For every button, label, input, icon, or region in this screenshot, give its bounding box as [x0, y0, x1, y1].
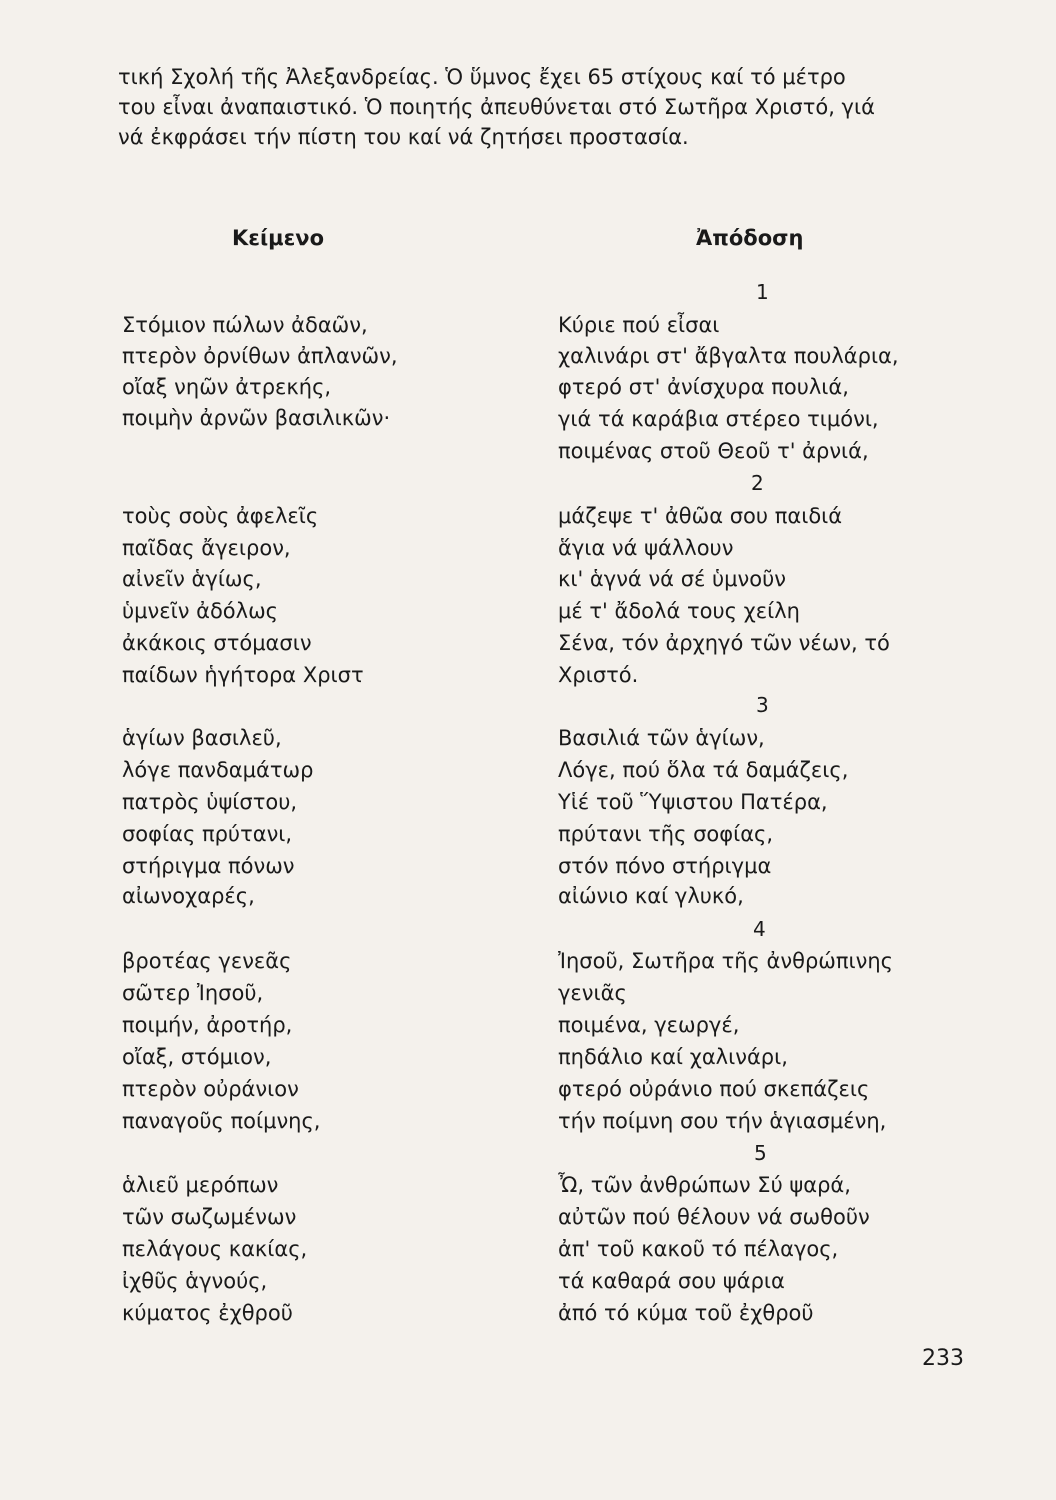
translation-line: χαλινάρι στ' ἄβγαλτα πουλάρια,: [558, 344, 899, 368]
translation-line: γιά τά καράβια στέρεο τιμόνι,: [558, 407, 879, 431]
text-line: ἀκάκοις στόμασιν: [122, 631, 312, 655]
text-line: ποιμὴν ἀρνῶν βασιλικῶν·: [122, 406, 391, 430]
translation-line: ἀπό τό κύμα τοῦ ἐχθροῦ: [558, 1301, 814, 1325]
text-line: πτερὸν οὐράνιον: [122, 1077, 299, 1101]
stanza-number: 1: [756, 280, 769, 304]
text-line: τῶν σωζωμένων: [122, 1205, 297, 1229]
translation-line: αἰώνιο καί γλυκό,: [558, 884, 744, 908]
translation-line: Λόγε, πού ὅλα τά δαμάζεις,: [558, 758, 849, 782]
text-line: σοφίας πρύτανι,: [122, 822, 293, 846]
translation-line: μάζεψε τ' ἀθῶα σου παιδιά: [558, 504, 843, 528]
stanza-number: 4: [753, 917, 766, 941]
stanza-number: 2: [751, 471, 764, 495]
translation-line: κι' ἁγνά νά σέ ὑμνοῦν: [558, 567, 787, 591]
translation-line: Κύριε πού εἶσαι: [558, 313, 720, 337]
translation-line: πηδάλιο καί χαλινάρι,: [558, 1045, 788, 1069]
text-line: αἰνεῖν ἁγίως,: [122, 567, 262, 591]
text-line: στήριγμα πόνων: [122, 854, 295, 878]
translation-line: φτερό οὐράνιο πού σκεπάζεις: [558, 1077, 870, 1101]
translation-line: ποιμένα, γεωργέ,: [558, 1013, 740, 1037]
text-line: οἴαξ νηῶν ἀτρεκής,: [122, 375, 332, 399]
text-line: ἰχθῦς ἁγνούς,: [122, 1269, 268, 1293]
translation-line: φτερό στ' ἀνίσχυρα πουλιά,: [558, 375, 849, 399]
stanza-number: 5: [754, 1141, 767, 1165]
text-line: ἁγίων βασιλεῦ,: [122, 726, 282, 750]
translation-line: μέ τ' ἄδολά τους χείλη: [558, 599, 800, 623]
translation-line: γενιᾶς: [558, 981, 627, 1005]
text-heading: Κείμενο: [232, 226, 325, 250]
translation-line: Ἰησοῦ, Σωτῆρα τῆς ἀνθρώπινης: [558, 949, 894, 973]
text-line: πελάγους κακίας,: [122, 1237, 308, 1261]
text-line: παίδων ἡγήτορα Χριστ: [122, 663, 364, 687]
translation-line: Υἱέ τοῦ Ὕψιστου Πατέρα,: [558, 790, 828, 814]
text-line: αἰωνοχαρές,: [122, 884, 255, 908]
text-line: πατρὸς ὑψίστου,: [122, 790, 298, 814]
translation-line: Ὦ, τῶν ἀνθρώπων Σύ ψαρά,: [558, 1173, 851, 1197]
text-line: κύματος ἐχθροῦ: [122, 1301, 293, 1325]
translation-line: τά καθαρά σου ψάρια: [558, 1269, 785, 1293]
intro-paragraph: [118, 62, 968, 152]
text-line: βροτέας γενεᾶς: [122, 949, 292, 973]
translation-line: τήν ποίμνη σου τήν ἁγιασμένη,: [558, 1109, 887, 1133]
intro-line: νά ἐκφράσει τήν πίστη του καί νά ζητήσει προστασία.: [118, 125, 689, 149]
text-line: τοὺς σοὺς ἀφελεῖς: [122, 504, 319, 528]
translation-line: αὐτῶν πού θέλουν νά σωθοῦν: [558, 1205, 870, 1229]
translation-line: στόν πόνο στήριγμα: [558, 854, 772, 878]
text-line: πτερὸν ὀρνίθων ἀπλανῶν,: [122, 344, 398, 368]
page-number: 233: [922, 1346, 964, 1371]
text-line: ποιμήν, ἀροτήρ,: [122, 1013, 293, 1037]
intro-line: του εἶναι ἀναπαιστικό. Ὁ ποιητής ἀπευθύνεται στό Σωτῆρα Χριστό, γιά: [118, 95, 875, 119]
translation-line: ποιμένας στοῦ Θεοῦ τ' ἀρνιά,: [558, 439, 869, 463]
intro-line: τική Σχολή τῆς Ἀλεξανδρείας. Ὁ ὕμνος ἔχει 65 στίχους καί τό μέτρο: [118, 65, 846, 89]
text-line: οἴαξ, στόμιον,: [122, 1045, 272, 1069]
text-line: σῶτερ Ἰησοῦ,: [122, 981, 264, 1005]
translation-line: Σένα, τόν ἀρχηγό τῶν νέων, τό: [558, 631, 890, 655]
translation-line: ἅγια νά ψάλλουν: [558, 536, 734, 560]
text-line: παῖδας ἄγειρον,: [122, 536, 291, 560]
translation-line: ἀπ' τοῦ κακοῦ τό πέλαγος,: [558, 1237, 839, 1261]
text-line: ὑμνεῖν ἀδόλως: [122, 599, 278, 623]
stanza-number: 3: [756, 693, 769, 717]
text-line: ἁλιεῦ μερόπων: [122, 1173, 279, 1197]
text-line: Στόμιον πώλων ἀδαῶν,: [122, 313, 368, 337]
translation-line: Χριστό.: [558, 663, 639, 687]
text-line: λόγε πανδαμάτωρ: [122, 758, 314, 782]
text-line: παναγοῦς ποίμνης,: [122, 1109, 321, 1133]
translation-line: Βασιλιά τῶν ἁγίων,: [558, 726, 765, 750]
translation-heading: Ἀπόδοση: [696, 226, 804, 250]
translation-line: πρύτανι τῆς σοφίας,: [558, 822, 774, 846]
